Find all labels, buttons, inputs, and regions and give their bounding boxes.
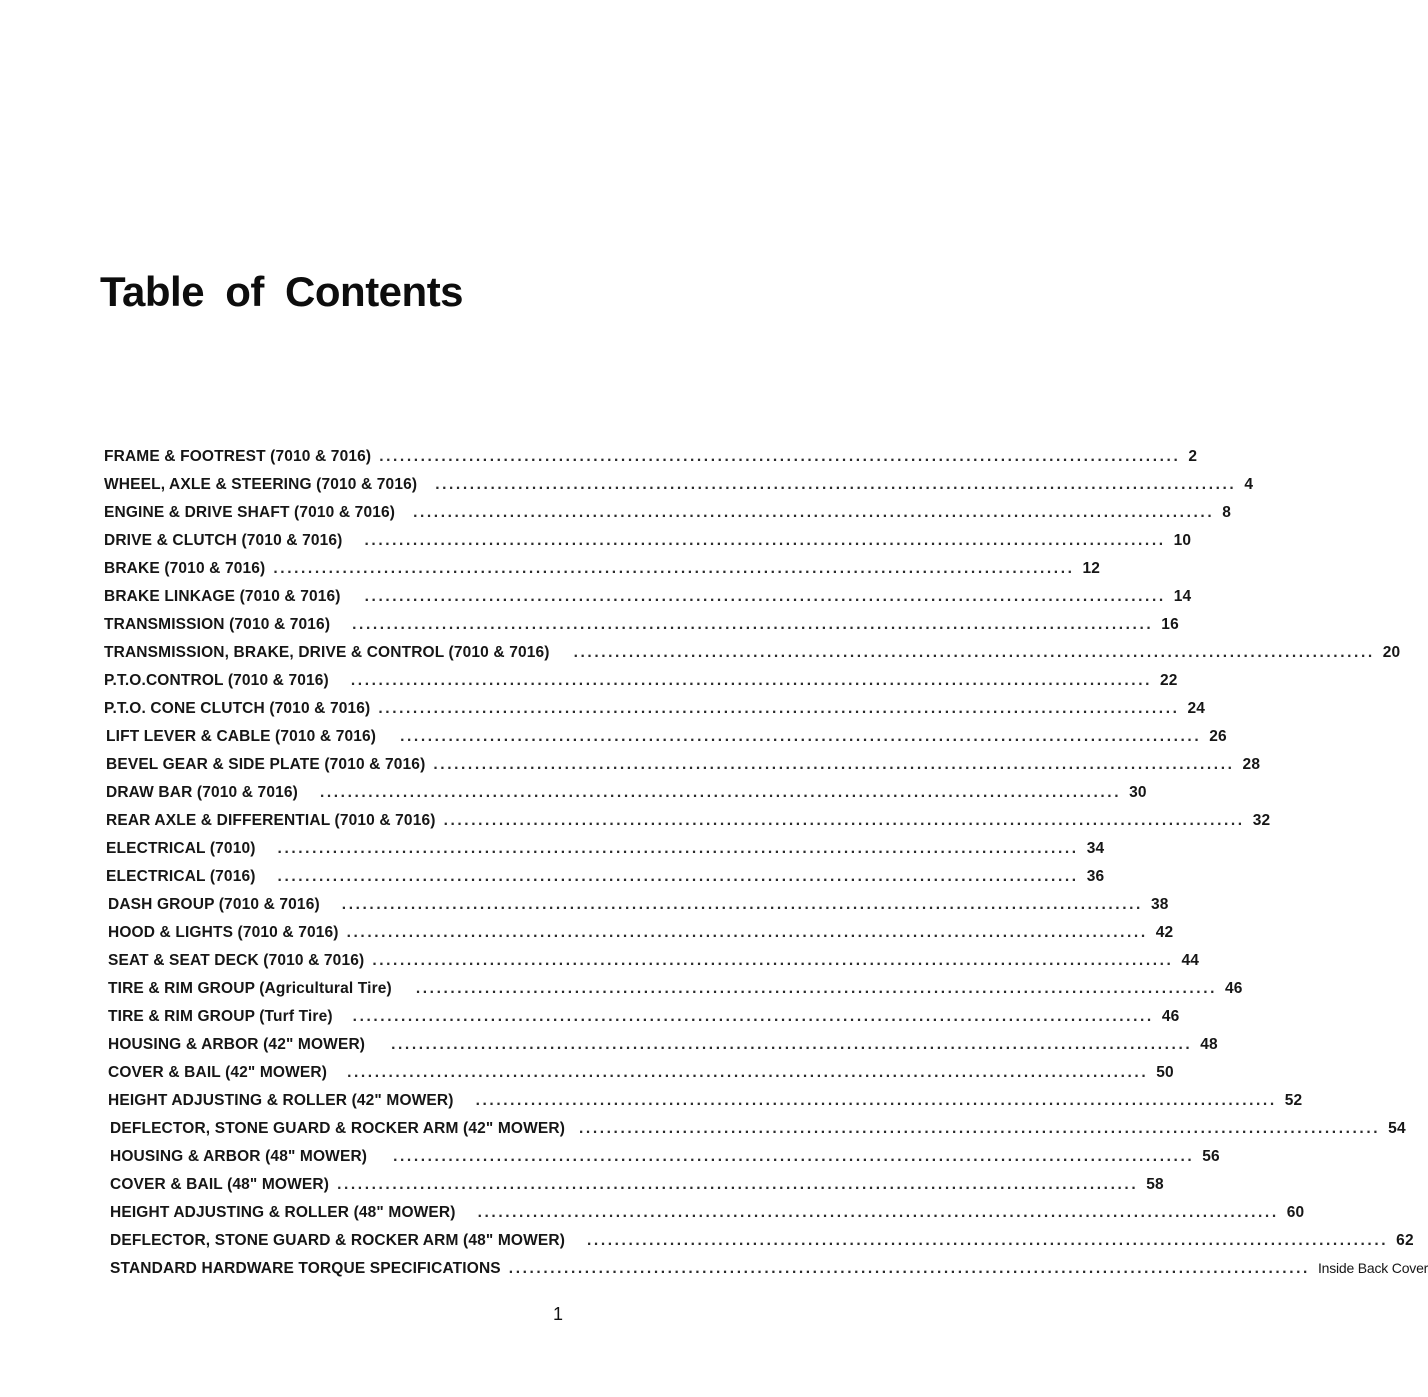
page-number: 1 <box>553 1304 564 1324</box>
toc-entry-title: HOUSING & ARBOR (48" MOWER) <box>110 1148 368 1165</box>
toc-entry-page: 44 <box>1181 952 1200 969</box>
toc-entry[interactable] <box>0 1092 1303 1120</box>
toc-entry[interactable] <box>0 644 1401 672</box>
toc-list <box>0 448 1428 1288</box>
toc-entry-page: 16 <box>1161 616 1179 633</box>
dot-leader: .................................................................................................................... <box>579 1120 1381 1137</box>
dot-leader: .................................................................................................................... <box>372 952 1174 969</box>
dot-leader: .................................................................................................................... <box>277 840 1079 857</box>
toc-entry-title: REAR AXLE & DIFFERENTIAL (7010 & 7016) <box>106 812 436 829</box>
dot-leader: .................................................................................................................... <box>413 504 1215 521</box>
toc-entry-page: 54 <box>1388 1120 1406 1137</box>
toc-entry-page: 50 <box>1156 1064 1174 1081</box>
toc-entry[interactable] <box>0 840 1105 868</box>
toc-entry-title: DRIVE & CLUTCH (7010 & 7016) <box>104 532 343 549</box>
toc-entry-page: 10 <box>1173 532 1192 549</box>
toc-entry-title: P.T.O. CONE CLUTCH (7010 & 7016) <box>104 700 371 717</box>
toc-entry-page: 24 <box>1187 700 1206 717</box>
toc-entry[interactable] <box>0 784 1147 812</box>
toc-entry-page: 52 <box>1284 1092 1303 1109</box>
toc-entry-page: 38 <box>1150 896 1169 913</box>
toc-entry-title: SEAT & SEAT DECK (7010 & 7016) <box>108 952 365 969</box>
toc-entry-page: 46 <box>1161 1008 1180 1025</box>
toc-entry[interactable] <box>0 476 1254 504</box>
toc-entry-title: HEIGHT ADJUSTING & ROLLER (42" MOWER) <box>108 1092 454 1109</box>
toc-entry-page: 30 <box>1129 784 1147 801</box>
toc-entry[interactable] <box>0 1148 1220 1176</box>
toc-entry[interactable] <box>0 728 1227 756</box>
toc-entry-page: 62 <box>1396 1232 1414 1249</box>
toc-entry-page: 36 <box>1086 868 1105 885</box>
dot-leader: .................................................................................................................... <box>364 588 1166 605</box>
toc-entry-title: DASH GROUP (7010 & 7016) <box>108 896 320 913</box>
dot-leader: .................................................................................................................... <box>433 756 1235 773</box>
toc-entry-title: DRAW BAR (7010 & 7016) <box>106 784 298 801</box>
toc-entry-page: 8 <box>1222 504 1232 521</box>
toc-entry-title: HOOD & LIGHTS (7010 & 7016) <box>108 924 339 941</box>
toc-entry-title: DEFLECTOR, STONE GUARD & ROCKER ARM (48" MOWER) <box>110 1232 566 1249</box>
page-title: Table of Contents <box>100 268 464 315</box>
toc-entry-page: 60 <box>1286 1204 1305 1221</box>
toc-entry[interactable] <box>0 616 1179 644</box>
dot-leader: .................................................................................................................... <box>393 1148 1195 1165</box>
dot-leader: .................................................................................................................... <box>400 728 1202 745</box>
toc-entry-title: COVER & BAIL (42" MOWER) <box>108 1064 328 1081</box>
toc-entry-title: BRAKE LINKAGE (7010 & 7016) <box>104 588 341 605</box>
toc-entry-title: P.T.O.CONTROL (7010 & 7016) <box>104 672 329 689</box>
toc-entry[interactable] <box>0 980 1243 1008</box>
toc-entry[interactable] <box>0 896 1169 924</box>
toc-entry[interactable] <box>0 700 1206 728</box>
dot-leader: .................................................................................................................... <box>443 812 1245 829</box>
toc-entry-title: BEVEL GEAR & SIDE PLATE (7010 & 7016) <box>106 756 426 773</box>
toc-entry[interactable] <box>0 504 1232 532</box>
toc-entry[interactable] <box>0 952 1200 980</box>
toc-entry-title: DEFLECTOR, STONE GUARD & ROCKER ARM (42" MOWER) <box>110 1120 566 1137</box>
toc-entry-page: 26 <box>1209 728 1227 745</box>
toc-entry-page: 32 <box>1252 812 1271 829</box>
toc-entry-page: 56 <box>1202 1148 1220 1165</box>
toc-entry-title: ELECTRICAL (7010) <box>106 840 256 857</box>
toc-entry-title: LIFT LEVER & CABLE (7010 & 7016) <box>106 728 377 745</box>
dot-leader: .................................................................................................................... <box>319 784 1122 801</box>
toc-entry-title: TRANSMISSION, BRAKE, DRIVE & CONTROL (7010 & 7016) <box>104 644 550 661</box>
toc-entry[interactable] <box>0 1204 1305 1232</box>
dot-leader: .................................................................................................................... <box>415 980 1218 997</box>
toc-entry-page: 22 <box>1160 672 1178 689</box>
dot-leader: .................................................................................................................... <box>347 1064 1149 1081</box>
toc-entry-page: 2 <box>1188 448 1198 465</box>
toc-entry-page: 4 <box>1244 476 1254 493</box>
toc-entry[interactable] <box>0 1232 1414 1260</box>
toc-entry-page: 34 <box>1086 840 1105 857</box>
dot-leader: .................................................................................................................... <box>352 1008 1154 1025</box>
dot-leader: .................................................................................................................... <box>337 1176 1139 1193</box>
toc-entry-page: 48 <box>1200 1036 1218 1053</box>
toc-entry-page: 46 <box>1225 980 1243 997</box>
dot-leader: .................................................................................................................... <box>435 476 1237 493</box>
toc-entry-page: 14 <box>1173 588 1192 605</box>
toc-entry-page: 20 <box>1382 644 1401 661</box>
toc-entry[interactable] <box>0 868 1105 896</box>
toc-entry-title: STANDARD HARDWARE TORQUE SPECIFICATIONS <box>110 1260 501 1277</box>
toc-entry[interactable] <box>0 672 1178 700</box>
toc-entry[interactable] <box>0 1036 1218 1064</box>
toc-entry[interactable] <box>0 1008 1180 1036</box>
toc-entry-title: ENGINE & DRIVE SHAFT (7010 & 7016) <box>104 504 396 521</box>
toc-entry-page: 58 <box>1146 1176 1164 1193</box>
toc-entry[interactable] <box>0 924 1174 952</box>
toc-entry[interactable] <box>0 1176 1164 1204</box>
toc-entry[interactable] <box>0 588 1192 616</box>
toc-entry[interactable] <box>0 1064 1174 1092</box>
dot-leader: .................................................................................................................... <box>341 896 1143 913</box>
dot-leader: .................................................................................................................... <box>475 1092 1277 1109</box>
dot-leader: .................................................................................................................... <box>477 1204 1279 1221</box>
toc-entry[interactable] <box>0 560 1101 588</box>
dot-leader: .................................................................................................................... <box>277 868 1079 885</box>
dot-leader: .................................................................................................................... <box>378 700 1180 717</box>
dot-leader: .................................................................................................................... <box>508 1260 1310 1277</box>
dot-leader: .................................................................................................................... <box>346 924 1148 941</box>
toc-entry-title: HOUSING & ARBOR (42" MOWER) <box>108 1036 366 1053</box>
dot-leader: .................................................................................................................... <box>364 532 1166 549</box>
dot-leader: .................................................................................................................... <box>573 644 1375 661</box>
toc-entry[interactable] <box>0 532 1192 560</box>
toc-entry-title: TRANSMISSION (7010 & 7016) <box>104 616 331 633</box>
toc-entry-title: TIRE & RIM GROUP (Agricultural Tire) <box>108 980 392 997</box>
toc-entry[interactable] <box>0 448 1198 476</box>
toc-entry-page: 28 <box>1242 756 1261 773</box>
toc-entry-title: BRAKE (7010 & 7016) <box>104 560 266 577</box>
toc-entry-page: 42 <box>1155 924 1174 941</box>
toc-entry-title: FRAME & FOOTREST (7010 & 7016) <box>104 448 372 465</box>
toc-entry-title: TIRE & RIM GROUP (Turf Tire) <box>108 1008 333 1025</box>
toc-entry-title: COVER & BAIL (48" MOWER) <box>110 1176 330 1193</box>
dot-leader: .................................................................................................................... <box>352 616 1154 633</box>
dot-leader: .................................................................................................................... <box>273 560 1075 577</box>
toc-entry-title: HEIGHT ADJUSTING & ROLLER (48" MOWER) <box>110 1204 456 1221</box>
toc-entry[interactable] <box>0 812 1271 840</box>
toc-entry-page: 12 <box>1082 560 1101 577</box>
dot-leader: .................................................................................................................... <box>587 1232 1389 1249</box>
toc-entry[interactable] <box>0 756 1261 784</box>
dot-leader: .................................................................................................................... <box>379 448 1181 465</box>
dot-leader: .................................................................................................................... <box>350 672 1153 689</box>
dot-leader: .................................................................................................................... <box>391 1036 1193 1053</box>
toc-entry-title: WHEEL, AXLE & STEERING (7010 & 7016) <box>104 476 418 493</box>
toc-entry-title: ELECTRICAL (7016) <box>106 868 256 885</box>
toc-entry-page: Inside Back Cover <box>1317 1260 1428 1276</box>
toc-entry[interactable] <box>0 1120 1406 1148</box>
toc-entry[interactable] <box>0 1260 1428 1288</box>
